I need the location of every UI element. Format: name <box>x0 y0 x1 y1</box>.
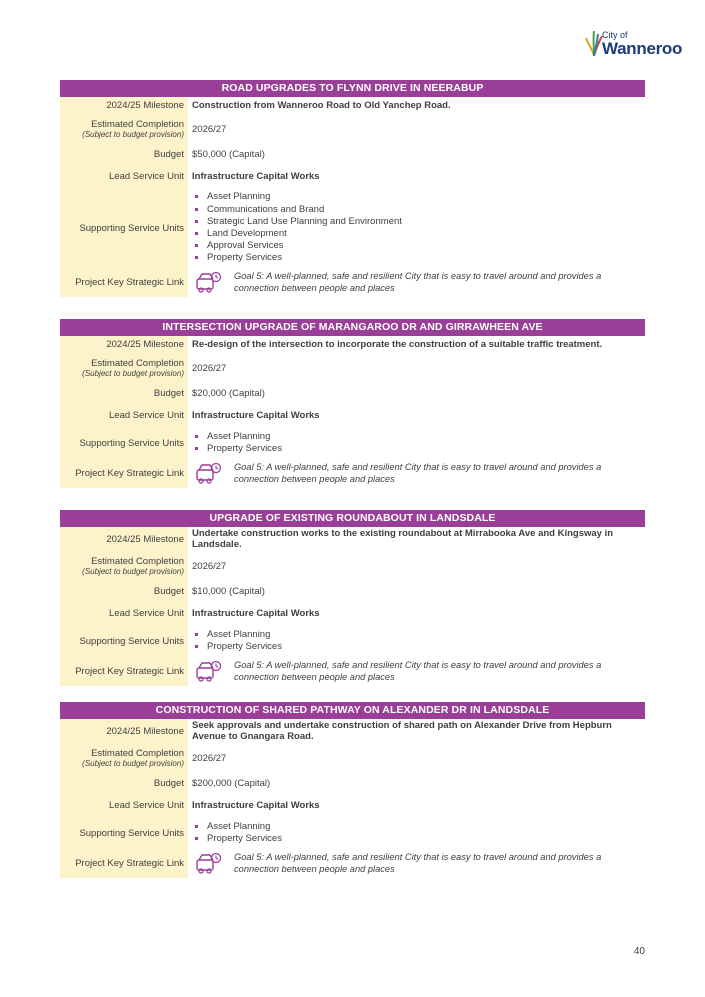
supporting-unit-item: Property Services <box>192 443 645 455</box>
project-section <box>60 702 645 878</box>
supporting-label: Supporting Service Units <box>60 626 188 656</box>
completion-value: 2026/27 <box>192 362 227 374</box>
strategic-link-label: Project Key Strategic Link <box>60 267 188 297</box>
logo-small-text: City of <box>602 30 628 40</box>
lead-value: Infrastructure Capital Works <box>192 171 320 182</box>
strategic-link-label: Project Key Strategic Link <box>60 656 188 686</box>
lead-label: Lead Service Unit <box>60 164 188 189</box>
supporting-value <box>188 818 645 848</box>
completion-label: Estimated Completion (Subject to budget provision) <box>60 353 188 383</box>
project-section <box>60 319 645 488</box>
budget-value: $10,000 (Capital) <box>192 585 265 597</box>
lead-label: Lead Service Unit <box>60 793 188 818</box>
goal-text: Goal 5: A well-planned, safe and resilient City that is easy to travel around and provides a connection between people and places <box>234 660 602 682</box>
supporting-unit-item: Asset Planning <box>192 629 645 641</box>
completion-label: Estimated Completion (Subject to budget provision) <box>60 114 188 144</box>
strategic-link-label: Project Key Strategic Link <box>60 458 188 488</box>
supporting-unit-item: Property Services <box>192 833 645 845</box>
budget-label: Budget <box>60 773 188 793</box>
lead-value: Infrastructure Capital Works <box>192 410 320 421</box>
supporting-unit-item: Approval Services <box>192 240 645 252</box>
strategic-link-value <box>188 656 645 686</box>
budget-label: Budget <box>60 144 188 164</box>
logo-big-text: Wanneroo <box>602 39 683 58</box>
transport-goal-icon <box>194 461 222 485</box>
supporting-value <box>188 189 645 267</box>
budget-value: $200,000 (Capital) <box>192 777 271 789</box>
goal-text: Goal 5: A well-planned, safe and resilient City that is easy to travel around and provides a connection between people and places <box>234 462 602 484</box>
section-title: CONSTRUCTION OF SHARED PATHWAY ON ALEXANDER DR IN LANDSDALE <box>60 702 645 719</box>
completion-value: 2026/27 <box>192 560 227 572</box>
section-title: ROAD UPGRADES TO FLYNN DRIVE IN NEERABUP <box>60 80 645 97</box>
completion-label: Estimated Completion (Subject to budget provision) <box>60 743 188 773</box>
milestone-label: 2024/25 Milestone <box>60 527 188 551</box>
budget-label: Budget <box>60 383 188 403</box>
milestone-label: 2024/25 Milestone <box>60 336 188 353</box>
transport-goal-icon <box>194 270 222 294</box>
lead-label: Lead Service Unit <box>60 601 188 626</box>
supporting-unit-item: Asset Planning <box>192 431 645 443</box>
transport-goal-icon <box>194 659 222 683</box>
supporting-value <box>188 626 645 656</box>
milestone-label: 2024/25 Milestone <box>60 719 188 743</box>
budget-value: $50,000 (Capital) <box>192 148 265 160</box>
lead-value: Infrastructure Capital Works <box>192 608 320 619</box>
strategic-link-label: Project Key Strategic Link <box>60 848 188 878</box>
supporting-unit-item: Property Services <box>192 641 645 653</box>
strategic-link-value <box>188 458 645 488</box>
transport-goal-icon <box>194 851 222 875</box>
supporting-label: Supporting Service Units <box>60 189 188 267</box>
supporting-unit-item: Asset Planning <box>192 821 645 833</box>
lead-value: Infrastructure Capital Works <box>192 800 320 811</box>
supporting-unit-item: Asset Planning <box>192 191 645 203</box>
milestone-value: Re-design of the intersection to incorporate the construction of a suitable traffic treatment. <box>192 339 603 350</box>
section-title: UPGRADE OF EXISTING ROUNDABOUT IN LANDSDALE <box>60 510 645 527</box>
supporting-value <box>188 428 645 458</box>
goal-text: Goal 5: A well-planned, safe and resilient City that is easy to travel around and provides a connection between people and places <box>234 271 602 293</box>
supporting-label: Supporting Service Units <box>60 818 188 848</box>
completion-value: 2026/27 <box>192 752 227 764</box>
strategic-link-value <box>188 267 645 297</box>
project-section <box>60 80 645 297</box>
strategic-link-value <box>188 848 645 878</box>
supporting-unit-item: Strategic Land Use Planning and Environment <box>192 216 645 228</box>
logo-leaf-icon <box>584 28 604 58</box>
completion-value: 2026/27 <box>192 123 227 135</box>
lead-label: Lead Service Unit <box>60 403 188 428</box>
supporting-label: Supporting Service Units <box>60 428 188 458</box>
supporting-unit-item: Property Services <box>192 252 645 264</box>
completion-label: Estimated Completion (Subject to budget provision) <box>60 551 188 581</box>
city-logo <box>584 28 683 62</box>
supporting-unit-item: Land Development <box>192 228 645 240</box>
milestone-value: Seek approvals and undertake construction of shared path on Alexander Drive from Hepburn Avenue to Gnangara Road. <box>192 720 612 742</box>
milestone-value: Construction from Wanneroo Road to Old Yanchep Road. <box>192 100 451 111</box>
milestone-value: Undertake construction works to the existing roundabout at Mirrabooka Ave and Kingsway in Landsdale. <box>192 528 614 550</box>
goal-text: Goal 5: A well-planned, safe and resilient City that is easy to travel around and provides a connection between people and places <box>234 852 602 874</box>
budget-label: Budget <box>60 581 188 601</box>
milestone-label: 2024/25 Milestone <box>60 97 188 114</box>
page-number: 40 <box>633 946 645 957</box>
supporting-unit-item: Communications and Brand <box>192 204 645 216</box>
project-section <box>60 510 645 686</box>
budget-value: $20,000 (Capital) <box>192 387 265 399</box>
section-title: INTERSECTION UPGRADE OF MARANGAROO DR AND GIRRAWHEEN AVE <box>60 319 645 336</box>
